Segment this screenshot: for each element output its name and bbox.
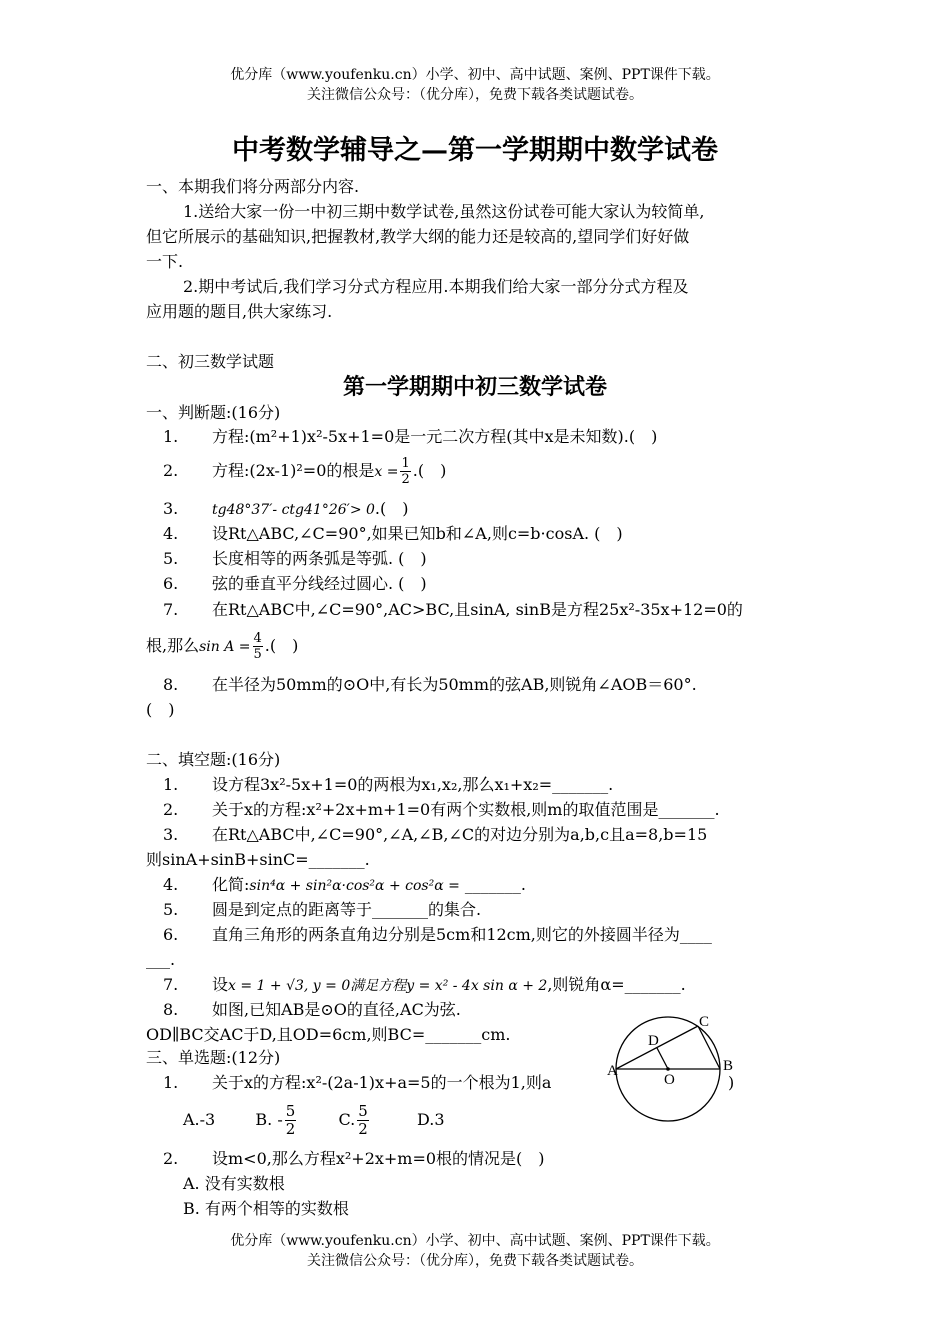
- fill-q2-text: 关于x的方程:x²+2x+m+1=0有两个实数根,则m的取值范围是_______.: [212, 800, 720, 819]
- judge-q7-var: sin A =: [199, 639, 251, 655]
- judge-q2-fraction: $\frac{1}{2}$: [401, 456, 410, 487]
- judge-q2-post: .( ): [412, 461, 447, 480]
- header-line-1: 优分库（www.youfenku.cn）小学、初中、高中试题、案例、PPT课件下载。: [230, 67, 720, 83]
- intro-p1-line1: 1.送给大家一份一中初三期中数学试卷,虽然这份试卷可能大家认为较简单,: [183, 202, 705, 221]
- judge-q8-line2: ( ): [146, 700, 175, 719]
- header-line-2: 关注微信公众号：（优分库），免费下载各类试题试卷。: [307, 87, 643, 103]
- judge-q3-line: [212, 498, 408, 521]
- fill-q4-line: [212, 874, 526, 897]
- judge-q4-text: 设Rt△ABC,∠C=90°,如果已知b和∠A,则c=b·cosA. ( ): [212, 524, 623, 543]
- fill-q8-num: 8.: [163, 1000, 179, 1019]
- exam-title: 第一学期期中初三数学试卷: [342, 374, 607, 400]
- single-q1-option-c: C. $\frac{5}{2}$: [338, 1102, 368, 1138]
- judge-q5-num: 5.: [163, 549, 179, 568]
- fill-q1-text: 设方程3x²-5x+1=0的两根为x₁,x₂,那么x₁+x₂=_______.: [212, 775, 614, 794]
- intro-p1-line3: 一下.: [146, 252, 184, 271]
- judge-q2-pre: 方程:(2x-1)²=0的根是: [212, 461, 375, 480]
- judge-q2-line: [212, 451, 446, 492]
- fill-q4-num: 4.: [163, 875, 179, 894]
- single-q1-option-b: B. - $\frac{5}{2}$: [255, 1102, 296, 1138]
- fill-q8-line2: OD∥BC交AC于D,且OD=6cm,则BC=_______cm.: [146, 1025, 511, 1044]
- figure-label-c: C: [699, 1014, 710, 1030]
- fill-q3-num: 3.: [163, 825, 179, 844]
- fill-q1-num: 1.: [163, 775, 179, 794]
- main-title: 中考数学辅导之—第一学期期中数学试卷: [232, 135, 718, 166]
- single-q1-option-d: D.3: [417, 1110, 445, 1129]
- intro-heading: 一、本期我们将分两部分内容.: [146, 177, 360, 196]
- judge-q1-num: 1.: [163, 427, 179, 446]
- intro-p2-line1: 2.期中考试后,我们学习分式方程应用.本期我们给大家一部分分式方程及: [183, 277, 689, 296]
- single-q1-option-a: A.-3: [183, 1110, 216, 1129]
- judge-q7-num: 7.: [163, 600, 179, 619]
- fill-q7-line: [212, 974, 686, 997]
- fill-q4-pre: 化简:: [212, 875, 250, 894]
- single-q1-num: 1.: [163, 1073, 179, 1092]
- single-q2-option-a: A. 没有实数根: [183, 1174, 285, 1193]
- fill-q6-line1: 直角三角形的两条直角边分别是5cm和12cm,则它的外接圆半径为____: [212, 925, 712, 944]
- judge-q2-var: x =: [374, 464, 399, 480]
- figure-label-d: D: [648, 1033, 659, 1049]
- fill-q5-text: 圆是到定点的距离等于_______的集合.: [212, 900, 482, 919]
- single-q1-text: 关于x的方程:x²-(2a-1)x+a=5的一个根为1,则a: [212, 1073, 552, 1092]
- judge-q7-post: .( ): [264, 636, 299, 655]
- footer-line-1: 优分库（www.youfenku.cn）小学、初中、高中试题、案例、PPT课件下载。: [230, 1233, 720, 1249]
- figure-label-o: O: [664, 1072, 675, 1088]
- fill-q6-line2: ___.: [146, 950, 176, 969]
- judge-q8-num: 8.: [163, 675, 179, 694]
- fill-heading: 二、填空题:(16分): [146, 750, 281, 769]
- judge-q7-pre: 根,那么: [146, 636, 200, 655]
- fill-q3-line2: 则sinA+sinB+sinC=_______.: [146, 850, 370, 869]
- fill-q7-pre: 设: [212, 975, 229, 994]
- judge-q3-post: .( ): [374, 499, 409, 518]
- judge-q6-text: 弦的垂直平分线经过圆心. ( ): [212, 574, 427, 593]
- judge-q4-num: 4.: [163, 524, 179, 543]
- fill-q7-num: 7.: [163, 975, 179, 994]
- single-q1-options: [183, 1100, 445, 1140]
- figure-label-b: B: [723, 1058, 734, 1074]
- single-q2-text: 设m<0,那么方程x²+2x+m=0根的情况是( ): [212, 1149, 545, 1168]
- judge-q7-line1: 在Rt△ABC中,∠C=90°,AC>BC,且sinA, sinB是方程25x²-35x+12=0的: [212, 600, 743, 619]
- part2-heading: 二、初三数学试题: [146, 352, 275, 371]
- fill-q3-line1: 在Rt△ABC中,∠C=90°,∠A,∠B,∠C的对边分别为a,b,c且a=8,b=15: [212, 825, 708, 844]
- footer-line-2: 关注微信公众号：（优分库），免费下载各类试题试卷。: [307, 1253, 643, 1269]
- center-point: [666, 1067, 670, 1071]
- figure-label-a: A: [607, 1063, 618, 1079]
- judge-q5-text: 长度相等的两条弧是等弧. ( ): [212, 549, 427, 568]
- judge-q1-text: 方程:(m²+1)x²-5x+1=0是一元二次方程(其中x是未知数).( ): [212, 427, 658, 446]
- single-q1-tail: ): [728, 1073, 735, 1092]
- chord-bc: [698, 1026, 720, 1069]
- single-q2-option-b: B. 有两个相等的实数根: [183, 1199, 349, 1218]
- fill-q8-line1: 如图,已知AB是⊙O的直径,AC为弦.: [212, 1000, 461, 1019]
- judge-heading: 一、判断题:(16分): [146, 403, 281, 422]
- fill-q4-math: sin⁴α + sin²α·cos²α + cos²α =: [249, 878, 460, 894]
- judge-q7-line2: [146, 626, 298, 667]
- fill-q7-post: ,则锐角α=_______.: [547, 975, 686, 994]
- judge-q6-num: 6.: [163, 574, 179, 593]
- judge-q3-math: tg48°37′- ctg41°26′> 0: [212, 502, 375, 518]
- fill-q7-math: x = 1 + √3, y = 0满足方程y = x² - 4x sin α + 2: [228, 978, 548, 994]
- fill-q2-num: 2.: [163, 800, 179, 819]
- single-heading: 三、单选题:(12分): [146, 1048, 281, 1067]
- intro-p2-line2: 应用题的题目,供大家练习.: [146, 302, 333, 321]
- judge-q3-num: 3.: [163, 499, 179, 518]
- judge-q2-num: 2.: [163, 461, 179, 480]
- single-q2-num: 2.: [163, 1149, 179, 1168]
- segment-od: [657, 1048, 668, 1069]
- judge-q7-fraction: $\frac{4}{5}$: [253, 631, 262, 662]
- intro-p1-line2: 但它所展示的基础知识,把握教材,教学大纲的能力还是较高的,望同学们好好做: [146, 227, 690, 246]
- fill-q5-num: 5.: [163, 900, 179, 919]
- fill-q4-post: _______.: [459, 875, 527, 894]
- fill-q6-num: 6.: [163, 925, 179, 944]
- circle-figure: [600, 1008, 750, 1128]
- judge-q8-line1: 在半径为50mm的⊙O中,有长为50mm的弦AB,则锐角∠AOB＝60°.: [212, 675, 697, 694]
